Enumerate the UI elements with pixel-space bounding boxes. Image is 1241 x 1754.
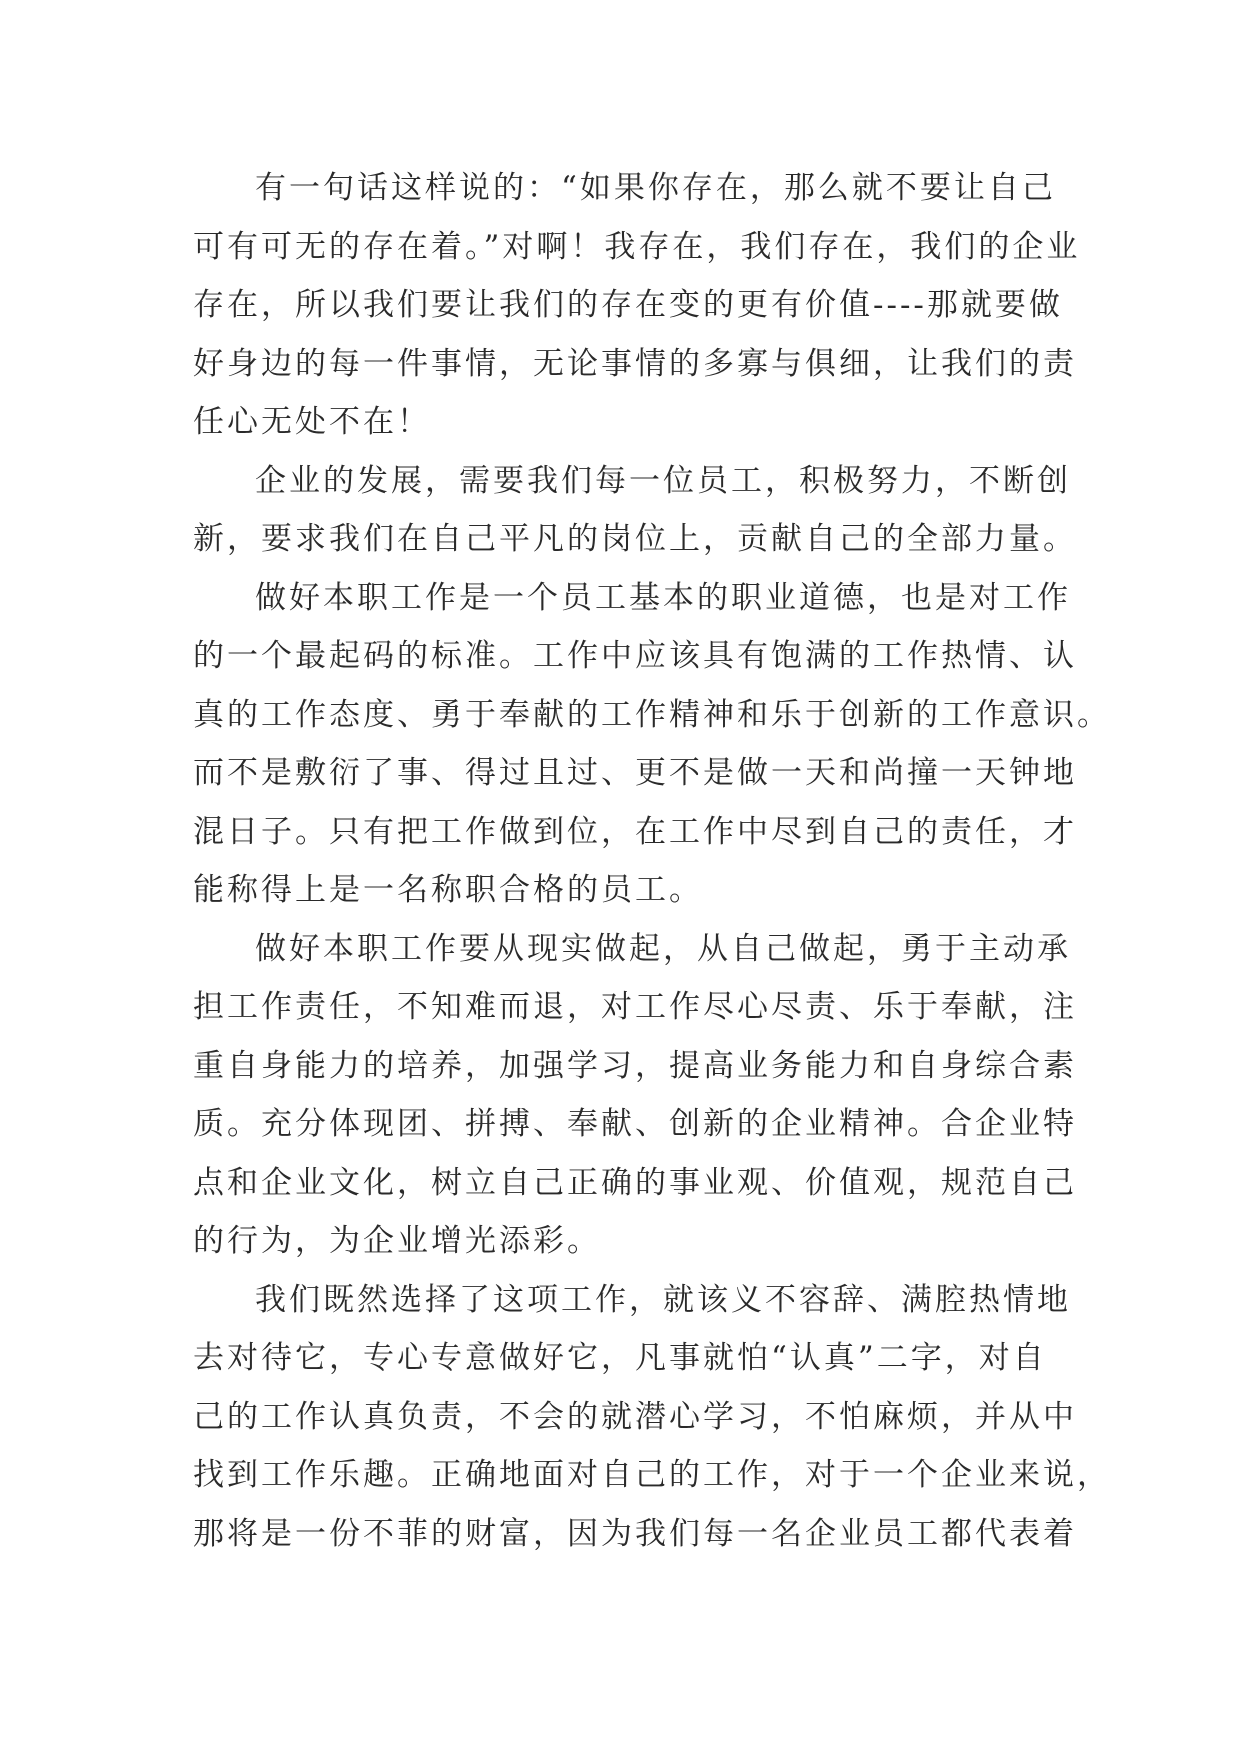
document-body xyxy=(193,159,1111,1563)
text-line: 真的工作态度、勇于奉献的工作精神和乐于创新的工作意识。 xyxy=(193,696,1111,733)
text-line: 点和企业文化，树立自己正确的事业观、价值观，规范自己 xyxy=(193,1164,1077,1201)
text-line: 质。充分体现团、拼搏、奉献、创新的企业精神。合企业特 xyxy=(193,1106,1077,1142)
paragraph-5 xyxy=(193,1271,1111,1564)
text-line: 任心无处不在！ xyxy=(193,404,431,440)
text-line: 担工作责任，不知难而退，对工作尽心尽责、乐于奉献，注 xyxy=(193,989,1077,1025)
paragraph-2 xyxy=(193,452,1077,569)
text-line: 而不是敷衍了事、得过且过、更不是做一天和尚撞一天钟地 xyxy=(193,755,1077,791)
text-line: 的行为，为企业增光添彩。 xyxy=(193,1223,601,1259)
text-line: 有一句话这样说的：“如果你存在，那么就不要让自己 xyxy=(255,170,1056,206)
paragraph-3 xyxy=(193,569,1111,920)
paragraph-4 xyxy=(193,920,1077,1271)
text-line: 可有可无的存在着。”对啊！我存在，我们存在，我们的企业 xyxy=(193,228,1081,265)
text-line: 己的工作认真负责，不会的就潜心学习，不怕麻烦，并从中 xyxy=(193,1398,1077,1435)
text-line: 能称得上是一名称职合格的员工。 xyxy=(193,872,703,908)
text-line: 的一个最起码的标准。工作中应该具有饱满的工作热情、认 xyxy=(193,638,1077,674)
text-line: 找到工作乐趣。正确地面对自己的工作，对于一个企业来说， xyxy=(193,1457,1111,1493)
text-line: 我们既然选择了这项工作，就该义不容辞、满腔热情地 xyxy=(255,1281,1071,1318)
text-line: 重自身能力的培养，加强学习，提高业务能力和自身综合素 xyxy=(193,1047,1077,1084)
text-line: 那将是一份不菲的财富，因为我们每一名企业员工都代表着 xyxy=(193,1515,1077,1552)
text-line: 去对待它，专心专意做好它，凡事就怕“认真”二字，对自 xyxy=(193,1340,1047,1376)
text-line: 混日子。只有把工作做到位，在工作中尽到自己的责任，才 xyxy=(193,813,1077,850)
text-line: 新，要求我们在自己平凡的岗位上，贡献自己的全部力量。 xyxy=(193,521,1077,557)
paragraph-1 xyxy=(193,159,1081,452)
text-line: 好身边的每一件事情，无论事情的多寡与俱细，让我们的责 xyxy=(193,345,1077,382)
text-line: 企业的发展，需要我们每一位员工，积极努力，不断创 xyxy=(255,462,1071,499)
text-line: 存在，所以我们要让我们的存在变的更有价值----那就要做 xyxy=(193,287,1063,323)
text-line: 做好本职工作要从现实做起，从自己做起，勇于主动承 xyxy=(255,930,1071,967)
text-line: 做好本职工作是一个员工基本的职业道德，也是对工作 xyxy=(255,579,1071,616)
